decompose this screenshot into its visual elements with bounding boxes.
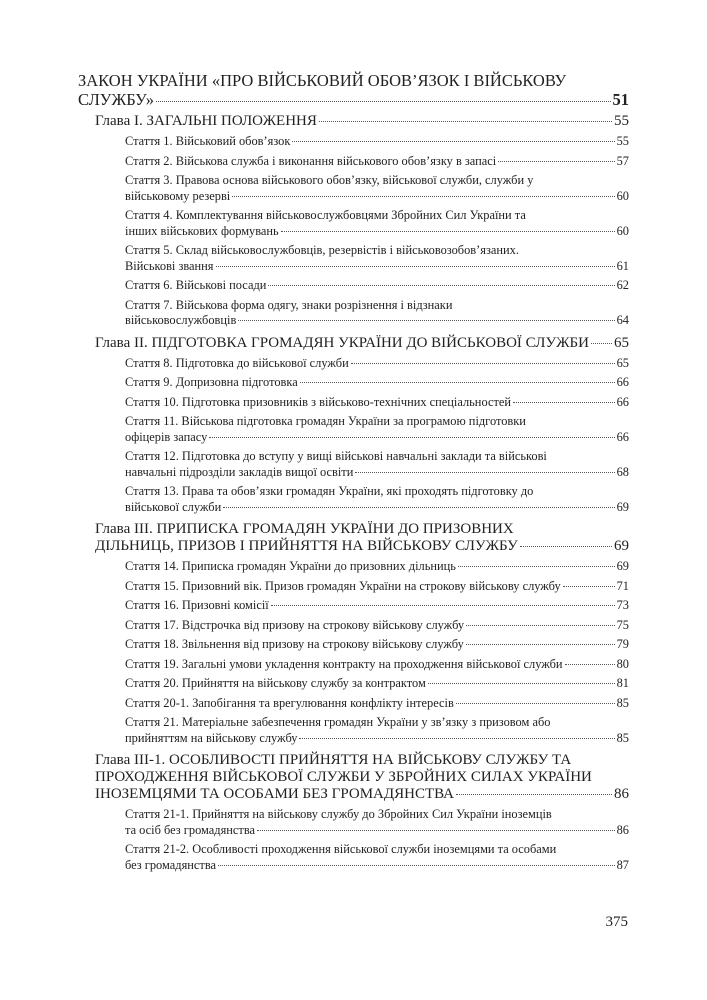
toc-article-entry-text: навчальні підрозділи закладів вищої освіти <box>125 464 354 479</box>
toc-article-entry-page-number: 86 <box>616 822 629 837</box>
toc-article-entry-page-number: 66 <box>616 429 629 444</box>
toc-article-entry-text: Стаття 3. Правова основа військового обов’язку, військової служби, служби у <box>125 173 534 187</box>
toc-chapter-entry-page-number: 86 <box>614 786 629 802</box>
dot-leader <box>591 343 612 344</box>
toc-article-entry-text: без громадянства <box>125 857 217 872</box>
toc-title-entry-text: ЗАКОН УКРАЇНИ «ПРО ВІЙСЬКОВИЙ ОБОВ’ЯЗОК І ВІЙСЬКОВУ <box>78 71 567 90</box>
toc-article-entry[interactable] <box>78 618 629 634</box>
toc-article-entry-page-number: 68 <box>616 464 629 479</box>
toc-article-entry[interactable] <box>78 356 629 372</box>
toc-article-entry-page-number: 62 <box>616 278 629 292</box>
toc-article-entry-text: військової служби <box>125 499 222 514</box>
toc-chapter-entry-page-number: 55 <box>614 113 629 129</box>
toc-chapter-entry-last-line <box>95 335 629 352</box>
toc-article-entry[interactable] <box>78 154 629 170</box>
toc-chapter-entry-page-number: 69 <box>614 538 629 554</box>
toc-article-entry-text: Стаття 14. Приписка громадян України до призовних дільниць <box>125 559 456 573</box>
dot-leader <box>292 141 614 142</box>
toc-article-entry[interactable] <box>78 449 629 480</box>
toc-chapter-entry[interactable] <box>78 113 629 130</box>
dot-leader <box>216 266 615 267</box>
dot-leader <box>428 683 615 684</box>
toc-article-entry-last-line <box>125 579 629 595</box>
dot-leader <box>355 472 614 473</box>
toc-article-entry-page-number: 69 <box>616 559 629 573</box>
toc-article-entry-last-line <box>125 154 629 170</box>
toc-article-entry-last-line <box>125 395 629 411</box>
dot-leader <box>563 586 615 587</box>
toc-article-entry-page-number: 85 <box>616 730 629 745</box>
toc-article-entry-page-number: 64 <box>616 313 629 327</box>
toc-article-entry-last-line <box>125 823 629 839</box>
dot-leader <box>218 865 615 866</box>
toc-article-entry[interactable] <box>78 243 629 274</box>
toc-article-entry-last-line <box>125 618 629 634</box>
toc-article-entry-last-line <box>125 259 629 275</box>
toc-article-entry-text: Стаття 4. Комплектування військовослужбовцями Збройних Сил України та <box>125 208 526 222</box>
toc-article-entry-last-line <box>125 731 629 747</box>
toc-title-entry-last-line <box>78 90 629 109</box>
toc-title-entry-text: СЛУЖБУ» <box>78 90 155 109</box>
dot-leader <box>319 121 612 122</box>
toc-chapter-entry[interactable] <box>78 521 629 555</box>
dot-leader <box>232 196 614 197</box>
toc-article-entry[interactable] <box>78 676 629 692</box>
toc-chapter-entry-text: Глава III-1. ОСОБЛИВОСТІ ПРИЙНЯТТЯ НА ВІЙСЬКОВУ СЛУЖБУ ТА <box>95 752 572 768</box>
dot-leader <box>520 546 612 547</box>
toc-title-entry-page-number: 51 <box>612 90 629 109</box>
toc-article-entry-page-number: 71 <box>616 578 629 593</box>
toc-article-entry[interactable] <box>78 598 629 614</box>
toc-article-entry-page-number: 57 <box>616 153 629 168</box>
toc-chapter-entry[interactable] <box>78 752 629 803</box>
dot-leader <box>498 161 614 162</box>
toc-article-entry-last-line <box>125 189 629 205</box>
toc-article-entry-text: Стаття 7. Військова форма одягу, знаки розрізнення і відзнаки <box>125 297 453 312</box>
dot-leader <box>281 231 615 232</box>
toc-article-entry-text: Стаття 15. Призовний вік. Призов громадян України на строкову військову службу <box>125 578 561 593</box>
toc-article-entry-page-number: 69 <box>616 499 629 514</box>
dot-leader <box>513 402 615 403</box>
dot-leader <box>156 101 610 102</box>
toc-article-entry-page-number: 66 <box>616 375 629 389</box>
toc-article-entry[interactable] <box>78 278 629 294</box>
dot-leader <box>456 703 615 704</box>
dot-leader <box>299 738 614 739</box>
toc-chapter-entry[interactable] <box>78 335 629 352</box>
toc-article-entry[interactable] <box>78 657 629 673</box>
toc-article-entry[interactable] <box>78 696 629 712</box>
toc-article-entry-last-line <box>125 657 629 673</box>
toc-article-entry-text: Стаття 9. Допризовна підготовка <box>125 375 298 389</box>
dot-leader <box>458 566 615 567</box>
toc-article-entry[interactable] <box>78 559 629 575</box>
toc-chapter-entry-text: ДІЛЬНИЦЬ, ПРИЗОВ І ПРИЙНЯТТЯ НА ВІЙСЬКОВУ СЛУЖБУ <box>95 538 518 554</box>
dot-leader <box>257 830 615 831</box>
toc-article-entry-text: Стаття 18. Звільнення від призову на строкову військову службу <box>125 637 464 651</box>
toc-article-entry-page-number: 81 <box>616 676 629 690</box>
toc-article-entry-text: Стаття 16. Призовні комісії <box>125 598 269 612</box>
toc-article-entry-last-line <box>125 430 629 446</box>
toc-article-entry[interactable] <box>78 715 629 746</box>
toc-article-entry-text: Стаття 19. Загальні умови укладення контракту на проходження військової служби <box>125 656 563 671</box>
toc-article-entry-text: прийняттям на військову службу <box>125 730 298 745</box>
toc-article-entry-page-number: 85 <box>616 695 629 710</box>
toc-article-entry-last-line <box>125 465 629 481</box>
toc-article-entry[interactable] <box>78 134 629 150</box>
toc-article-entry-text: Стаття 17. Відстрочка від призову на строкову військову службу <box>125 617 465 632</box>
dot-leader <box>466 644 615 645</box>
toc-article-entry-text: військовому резерві <box>125 188 231 203</box>
toc-article-entry-last-line <box>125 134 629 150</box>
toc-article-entry-last-line <box>125 356 629 372</box>
toc-article-entry-last-line <box>125 637 629 653</box>
toc-article-entry[interactable] <box>78 298 629 329</box>
toc-article-entry[interactable] <box>78 807 629 838</box>
toc-article-entry-text: та осіб без громадянства <box>125 822 256 837</box>
toc-article-entry-page-number: 87 <box>616 857 629 872</box>
dot-leader <box>351 363 615 364</box>
toc-article-entry-text: Стаття 20. Прийняття на військову службу за контрактом <box>125 676 426 690</box>
toc-article-entry-text: Стаття 5. Склад військовослужбовців, резервістів і військовозобов’язаних. <box>125 243 519 257</box>
toc-article-entry-last-line <box>125 500 629 516</box>
toc-article-entry[interactable] <box>78 484 629 515</box>
toc-article-entry-page-number: 80 <box>616 656 629 671</box>
toc-article-entry-text: Стаття 10. Підготовка призовників з військово-технічних спеціальностей <box>125 394 511 409</box>
toc-article-entry-last-line <box>125 598 629 614</box>
dot-leader <box>466 625 615 626</box>
toc-article-entry[interactable] <box>78 637 629 653</box>
toc-article-entry-text: військовослужбовців <box>125 313 237 327</box>
dot-leader <box>209 437 614 438</box>
toc-chapter-entry-last-line <box>95 786 629 803</box>
toc-article-entry-page-number: 75 <box>616 617 629 632</box>
toc-article-entry-last-line <box>125 676 629 692</box>
toc-article-entry-last-line <box>125 559 629 575</box>
toc-article-entry-text: Стаття 21-1. Прийняття на військову службу до Збройних Сил України іноземців <box>125 807 552 821</box>
toc-chapter-entry-text: Глава II. ПІДГОТОВКА ГРОМАДЯН УКРАЇНИ ДО ВІЙСЬКОВОЇ СЛУЖБИ <box>95 334 589 351</box>
toc-chapter-entry-last-line <box>95 538 629 555</box>
toc-article-entry-last-line <box>125 696 629 712</box>
toc-article-entry-page-number: 65 <box>616 355 629 370</box>
toc-article-entry-text: Стаття 1. Військовий обов’язок <box>125 134 291 148</box>
toc-article-entry-page-number: 66 <box>616 394 629 409</box>
toc-chapter-entry-page-number: 65 <box>614 334 629 351</box>
toc-article-entry[interactable] <box>78 208 629 239</box>
toc-article-entry-last-line <box>125 278 629 294</box>
toc-article-entry[interactable] <box>78 414 629 445</box>
toc-article-entry-text: офіцерів запасу <box>125 429 208 444</box>
toc-article-entry-last-line <box>125 224 629 240</box>
toc-article-entry-last-line <box>125 858 629 874</box>
toc-chapter-entry-last-line <box>95 113 629 130</box>
toc-chapter-entry-text: Глава III. ПРИПИСКА ГРОМАДЯН УКРАЇНИ ДО ПРИЗОВНИХ <box>95 521 514 537</box>
toc-article-entry[interactable] <box>78 173 629 204</box>
toc-article-entry-page-number: 79 <box>616 637 629 651</box>
toc-article-entry-text: Стаття 12. Підготовка до вступу у вищі військові навчальні заклади та військові <box>125 449 547 463</box>
dot-leader <box>565 664 615 665</box>
toc-article-entry-text: Стаття 8. Підготовка до військової служби <box>125 355 349 370</box>
toc-article-entry-text: Стаття 21. Матеріальне забезпечення громадян України у зв’язку з призовом або <box>125 715 551 729</box>
toc-chapter-entry-text: ІНОЗЕМЦЯМИ ТА ОСОБАМИ БЕЗ ГРОМАДЯНСТВА <box>95 786 455 802</box>
toc-chapter-entry-text: ПРОХОДЖЕННЯ ВІЙСЬКОВОЇ СЛУЖБИ У ЗБРОЙНИХ СИЛАХ УКРАЇНИ <box>95 769 592 785</box>
toc-article-entry-page-number: 60 <box>616 223 629 238</box>
toc-article-entry-text: Стаття 11. Військова підготовка громадян України за програмою підготовки <box>125 414 526 428</box>
toc-article-entry-text: Військові звання <box>125 258 214 273</box>
table-of-contents <box>78 71 629 873</box>
toc-article-entry-text: Стаття 13. Права та обов’язки громадян України, які проходять підготовку до <box>125 484 534 498</box>
dot-leader <box>456 794 612 795</box>
toc-article-entry-text: інших військових формувань <box>125 223 279 238</box>
dot-leader <box>300 382 615 383</box>
toc-article-entry-text: Стаття 2. Військова служба і виконання військового обов’язку в запасі <box>125 153 497 168</box>
toc-article-entry-page-number: 61 <box>616 258 629 273</box>
toc-article-entry[interactable] <box>78 579 629 595</box>
toc-article-entry-last-line <box>125 375 629 391</box>
dot-leader <box>271 605 615 606</box>
toc-article-entry[interactable] <box>78 395 629 411</box>
toc-article-entry-last-line <box>125 313 629 329</box>
toc-article-entry-text: Стаття 21-2. Особливості проходження військової служби іноземцями та особами <box>125 842 557 856</box>
dot-leader <box>223 507 614 508</box>
toc-article-entry[interactable] <box>78 375 629 391</box>
toc-article-entry-text: Стаття 6. Військові посади <box>125 278 267 292</box>
dot-leader <box>268 285 614 286</box>
page-number: 375 <box>605 914 628 930</box>
toc-article-entry-page-number: 55 <box>616 134 629 148</box>
toc-title-entry[interactable] <box>78 71 629 109</box>
toc-chapter-entry-text: Глава I. ЗАГАЛЬНІ ПОЛОЖЕННЯ <box>95 113 317 129</box>
toc-article-entry-page-number: 60 <box>616 188 629 203</box>
toc-article-entry-text: Стаття 20-1. Запобігання та врегулювання конфлікту інтересів <box>125 695 454 710</box>
dot-leader <box>238 320 614 321</box>
toc-article-entry[interactable] <box>78 842 629 873</box>
toc-article-entry-page-number: 73 <box>616 598 629 612</box>
